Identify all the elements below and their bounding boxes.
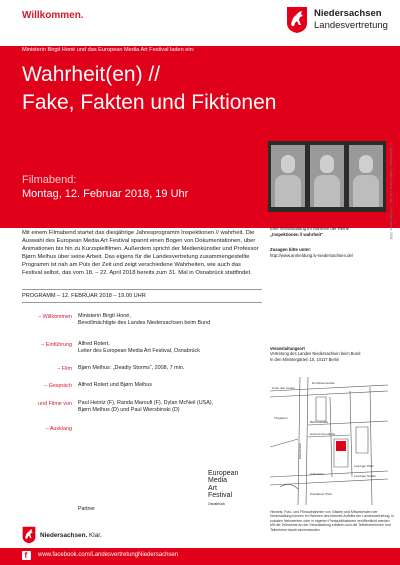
- invitation-line: Ministerin Birgit Honé und das European Media Art Festival laden ein:: [22, 47, 195, 53]
- program-label-intro: – Einführung: [41, 342, 72, 348]
- program-label-films: und Filme von: [38, 401, 72, 407]
- map-label: Voßstraße: [310, 472, 324, 476]
- program-item-intro: Alfred Rotert, Leiter des European Media Art Festival, Osnabrück: [78, 341, 200, 355]
- logo-line2: Landesvertretung: [314, 20, 388, 31]
- footer-brand: Niedersachsen. Klar.: [40, 532, 102, 539]
- photo-credit: © Bjørn Melhus: Deadly Storms, Film still, © Presse Melhus, 2008: [389, 143, 393, 240]
- map-label: Leipziger Straße: [354, 474, 377, 478]
- program-heading: PROGRAMM – 12. FEBRUAR 2018 – 19.00 UHR: [22, 293, 146, 299]
- map-label: Potsdamer Platz: [310, 492, 333, 496]
- greeting: Willkommen.: [22, 10, 84, 21]
- program-label-talk: – Gespräch: [44, 383, 72, 389]
- divider: [22, 289, 262, 290]
- film-date: Montag, 12. Februar 2018, 19 Uhr: [22, 188, 189, 200]
- program-item-welcome: Ministerin Birgit Honé, Bevollmächtigte des Landes Niedersachsen beim Bund: [78, 313, 211, 327]
- map-label: Ebertstraße: [298, 443, 302, 459]
- venue: Veranstaltungsort Vertretung des Landes Niedersachsen beim Bund In den Ministergärten 10, 10117 Berlin: [270, 346, 361, 362]
- partner-label: Partner: [78, 506, 96, 512]
- registration: Zusagen bitte unter: http://www.anmeldung.lv-niedersachsen.de/: [270, 247, 354, 258]
- figure-frame: [349, 145, 383, 207]
- logo-line1: Niedersachsen: [314, 8, 382, 19]
- event-title-line2: Fake, Fakten und Fiktionen: [22, 91, 277, 114]
- horse-emblem-icon: [286, 6, 308, 34]
- program-item-films: Paul Heintz (F), Randa Maroufi (F), Dylan McNeil (USA), Bjørn Melhus (D) und Paul Wiersbinski (D): [78, 400, 214, 414]
- program-label-closing: – Ausklang: [45, 426, 72, 432]
- niedersachsen-logo: [286, 6, 394, 36]
- figure-frame: [310, 145, 344, 207]
- map-label: Behrenstraße: [310, 420, 329, 424]
- program-item-film: Bjørn Melhus: „Deadly Storms“, 2008, 7 min.: [78, 365, 185, 371]
- registration-link[interactable]: http://www.anmeldung.lv-niedersachsen.de/: [270, 252, 354, 258]
- intro-paragraph: Mit einem Filmabend startet das diesjährige Jahresprogramm Inspektionen // wahrheit. Die Auswahl des European Media Art Festival spannt einen Bogen von Dokumentationen, über Animationen bis hin zu Kurzspielfilmen. Außerdem spricht der Medienkünstler und Professor Bjørn Melhus über seine Arbeit. Das eigens für die Landesvertretung zusammengestellte Programm ist nah am Puls der Zeit und zeigt verschiedene Wahrheiten, wie auch das Festival selbst, das vom 18. – 22. April 2018 bereits zum 31. Mal in Osnabrück stattfindet.: [22, 230, 259, 276]
- emaf-logo: European Media Art Festival Osnabrück: [208, 470, 239, 506]
- film-still-image: [268, 141, 386, 212]
- map-label: Leipziger Platz: [354, 464, 374, 468]
- map-label: Dorotheenstraße: [312, 381, 335, 385]
- map-label: Unter den Linden: [272, 386, 296, 390]
- map-label: Hannah-Arendt-Str.: [310, 432, 336, 436]
- venue-marker: [336, 441, 346, 451]
- program-item-talk: Alfred Rotert und Bjørn Melhus: [78, 382, 153, 388]
- photo-notice: Hinweis: Foto- und Filmaufnahmen von Gästen und Mitwirkenden der Veranstaltung können im Rahmen des Internet-Auftritts der Landesvertretung, in sozialen Netzwerken oder in eigenen Printpublikationen veröffentlicht werden. Mit der Teilnahme an der Veranstaltung erklären sich die Teilnehmerinnen und Teilnehmer damit einverstanden.: [270, 510, 395, 532]
- event-title-line1: Wahrheit(en) //: [22, 63, 161, 86]
- horse-emblem-icon: [22, 526, 36, 544]
- divider: [22, 302, 262, 303]
- series-note: Eine Veranstaltung im Rahmen der Reihe „Inspektionen // wahrheit“: [270, 226, 350, 237]
- program-label-film: – Film: [57, 366, 72, 372]
- facebook-link[interactable]: www.facebook.com/LandesvertretungNiedersachsen: [38, 552, 179, 558]
- figure-frame: [271, 145, 305, 207]
- facebook-icon[interactable]: f: [22, 551, 31, 560]
- film-label: Filmabend:: [22, 174, 77, 186]
- location-map: [270, 377, 388, 505]
- program-label-welcome: – Willkommen: [38, 314, 72, 320]
- map-label: Tiergarten: [274, 416, 288, 420]
